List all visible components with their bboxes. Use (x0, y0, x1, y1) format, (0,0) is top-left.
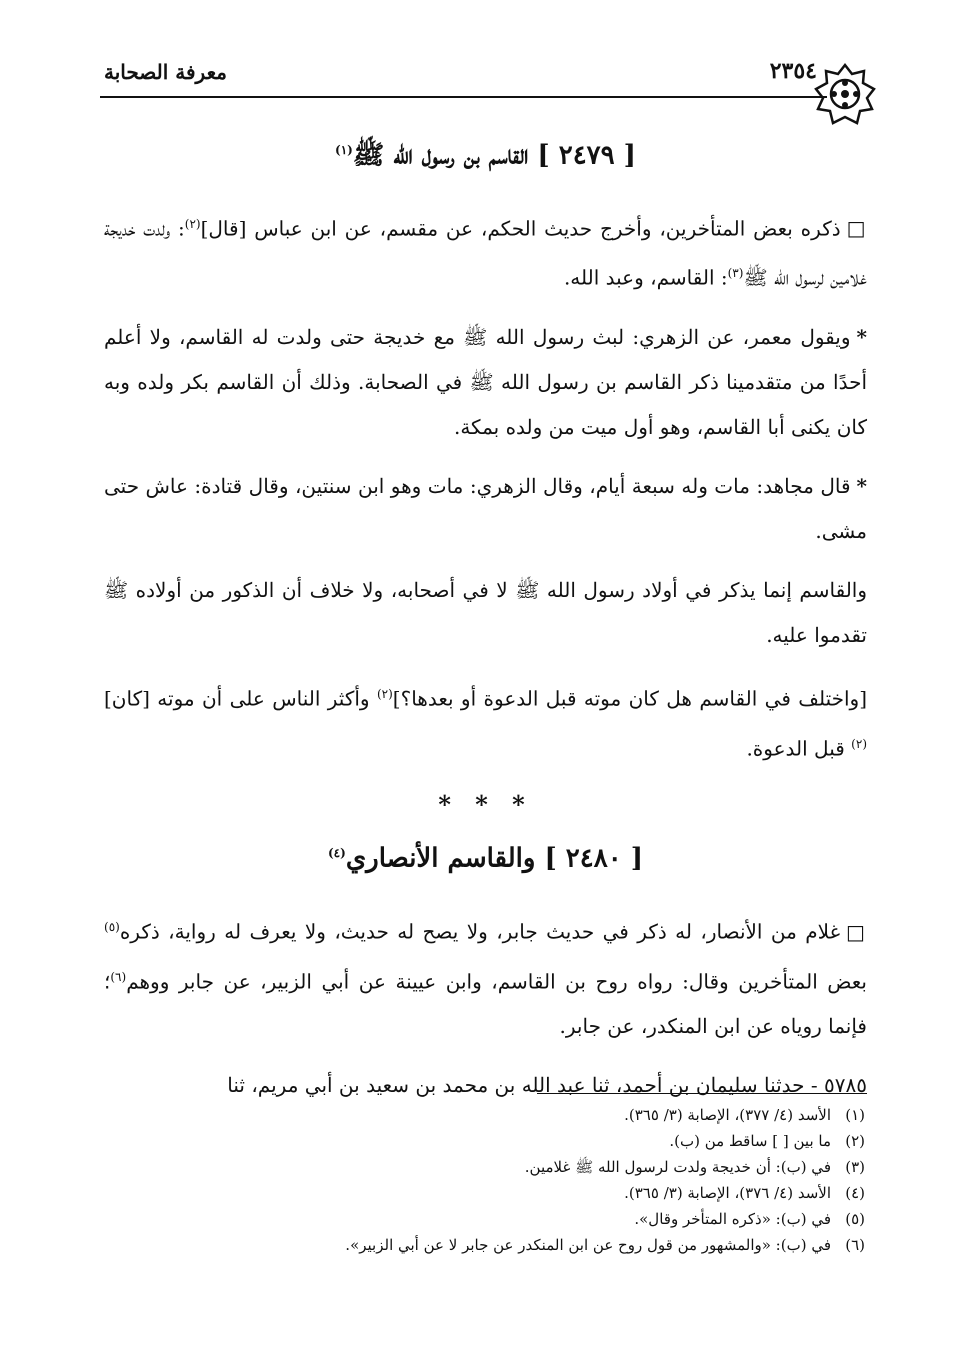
footnote (104, 1102, 865, 1128)
entry-title-text: [ ٢٤٧٩ ] القاسم بن رسول الله ﷺ (352, 140, 636, 171)
asterisk-bullet-icon: * (856, 324, 867, 349)
footnote-ref: (٢) (184, 216, 201, 231)
square-bullet-icon: □ (846, 216, 867, 241)
footnote (104, 1232, 865, 1258)
footnote-ref: (٢) (851, 736, 867, 751)
paragraph (104, 672, 867, 771)
section-separator: * * * (438, 790, 533, 820)
footnote-text: الأسد (٤/ ٣٧٦)، الإصابة (٣/ ٣٦٥). (624, 1184, 831, 1202)
paragraph (104, 905, 867, 1049)
footnote-rule (537, 1093, 867, 1094)
footnote-number: (٦) (845, 1236, 865, 1254)
footnote-ref: (٦) (110, 969, 127, 984)
footnote-ref: (١) (335, 143, 353, 157)
paragraph (104, 315, 867, 450)
header-rule (100, 96, 827, 98)
footnote (104, 1154, 865, 1180)
entry-title-text: [ ٢٤٨٠ ] والقاسم الأنصاري (345, 843, 644, 874)
footnotes (104, 1102, 865, 1258)
paragraph-text: ويقول معمر، عن الزهري: لبث رسول الله ﷺ مع خديجة حتى ولدت له القاسم، ولا أعلم أحدًا من متقدمينا ذكر القاسم بن رسول الله ﷺ في الصحابة. وذلك أن القاسم بكر ولده وبه كان يكنى أبا القاسم، وهو أول ميت من ولده بمكة. (104, 324, 867, 439)
footnote-text: في (ب): أن خديجة ولدت لرسول الله ﷺ غلامين. (524, 1158, 831, 1176)
paragraph-text: [واختلف في القاسم هل كان موته قبل الدعوة أو بعدها؟] (392, 686, 867, 711)
footnote-number: (٥) (845, 1210, 865, 1228)
paragraph-text: وأكثر الناس على أن موته [كان] (104, 686, 377, 711)
footnote-number: (١) (845, 1106, 865, 1124)
footnote-text: ما بين [ ] ساقط من (ب). (669, 1132, 831, 1150)
paragraph-text: ؛ فإنما روياه عن ابن المنكدر، عن جابر. (104, 969, 867, 1039)
footnote (104, 1206, 865, 1232)
paragraph-text: والقاسم إنما يذكر في أولاد رسول الله ﷺ لا في أصحابه، ولا خلاف أن الذكور من أولاده ﷺ تقدموا عليه. (104, 577, 867, 647)
paragraph (104, 568, 867, 658)
entry-title (104, 130, 867, 176)
footnote-number: (٢) (845, 1132, 865, 1150)
paragraph-text: ذكره بعض المتأخرين، وأخرج حديث الحكم، عن مقسم، عن ابن عباس [قال] (200, 216, 841, 241)
paragraph-text: : ولدت خديجة غلامين لرسول الله ﷺ (104, 216, 867, 290)
square-bullet-icon: □ (846, 919, 867, 944)
paragraph-text: : القاسم، وعبد الله. (563, 265, 728, 290)
footnote-number: (٣) (845, 1158, 865, 1176)
paragraph-text: قبل الدعوة. (746, 736, 852, 761)
footnote-text: في (ب): «والمشهور من قول روح عن ابن المنكدر عن جابر لا عن أبي الزبير». (345, 1236, 831, 1254)
paragraph-text: قال مجاهد: مات وله سبعة أيام، وقال الزهري: مات وهو ابن سنتين، وقال قتادة: عاش حتى مشى. (104, 473, 867, 543)
paragraph-text: بعض المتأخرين وقال: رواه روح بن القاسم، وابن عيينة عن أبي الزبير، عن جابر ووهم (126, 969, 867, 994)
paragraph-text: ٥٧٨٥ - حدثنا سليمان بن أحمد، ثنا عبد الله بن محمد بن سعيد بن أبي مريم، ثنا (227, 1073, 867, 1098)
footnote-ref: (٢) (376, 686, 393, 701)
entry-title (104, 833, 867, 879)
footnote (104, 1180, 865, 1206)
footnote-ref: (٥) (104, 919, 120, 934)
ornament-icon (813, 62, 877, 126)
paragraph-text: غلام من الأنصار، له ذكر في حديث جابر، ولا يصح له حديث، ولا يعرف له رواية، ذكره (119, 919, 841, 944)
footnote-text: في (ب): «ذكره المتأخر وقال». (634, 1210, 831, 1228)
paragraph (104, 464, 867, 554)
main-text (104, 130, 867, 1122)
asterisk-bullet-icon: * (856, 473, 867, 498)
footnote-ref: (٤) (327, 846, 346, 861)
running-title: معرفة الصحابة (104, 60, 227, 84)
footnote-text: الأسد (٤/ ٣٧٧)، الإصابة (٣/ ٣٦٥). (624, 1106, 831, 1124)
footnote-number: (٤) (845, 1184, 865, 1202)
footnote-ref: (٣) (727, 266, 744, 281)
page-number: ٢٣٥٤ (769, 58, 817, 84)
paragraph (104, 202, 867, 301)
footnote (104, 1128, 865, 1154)
